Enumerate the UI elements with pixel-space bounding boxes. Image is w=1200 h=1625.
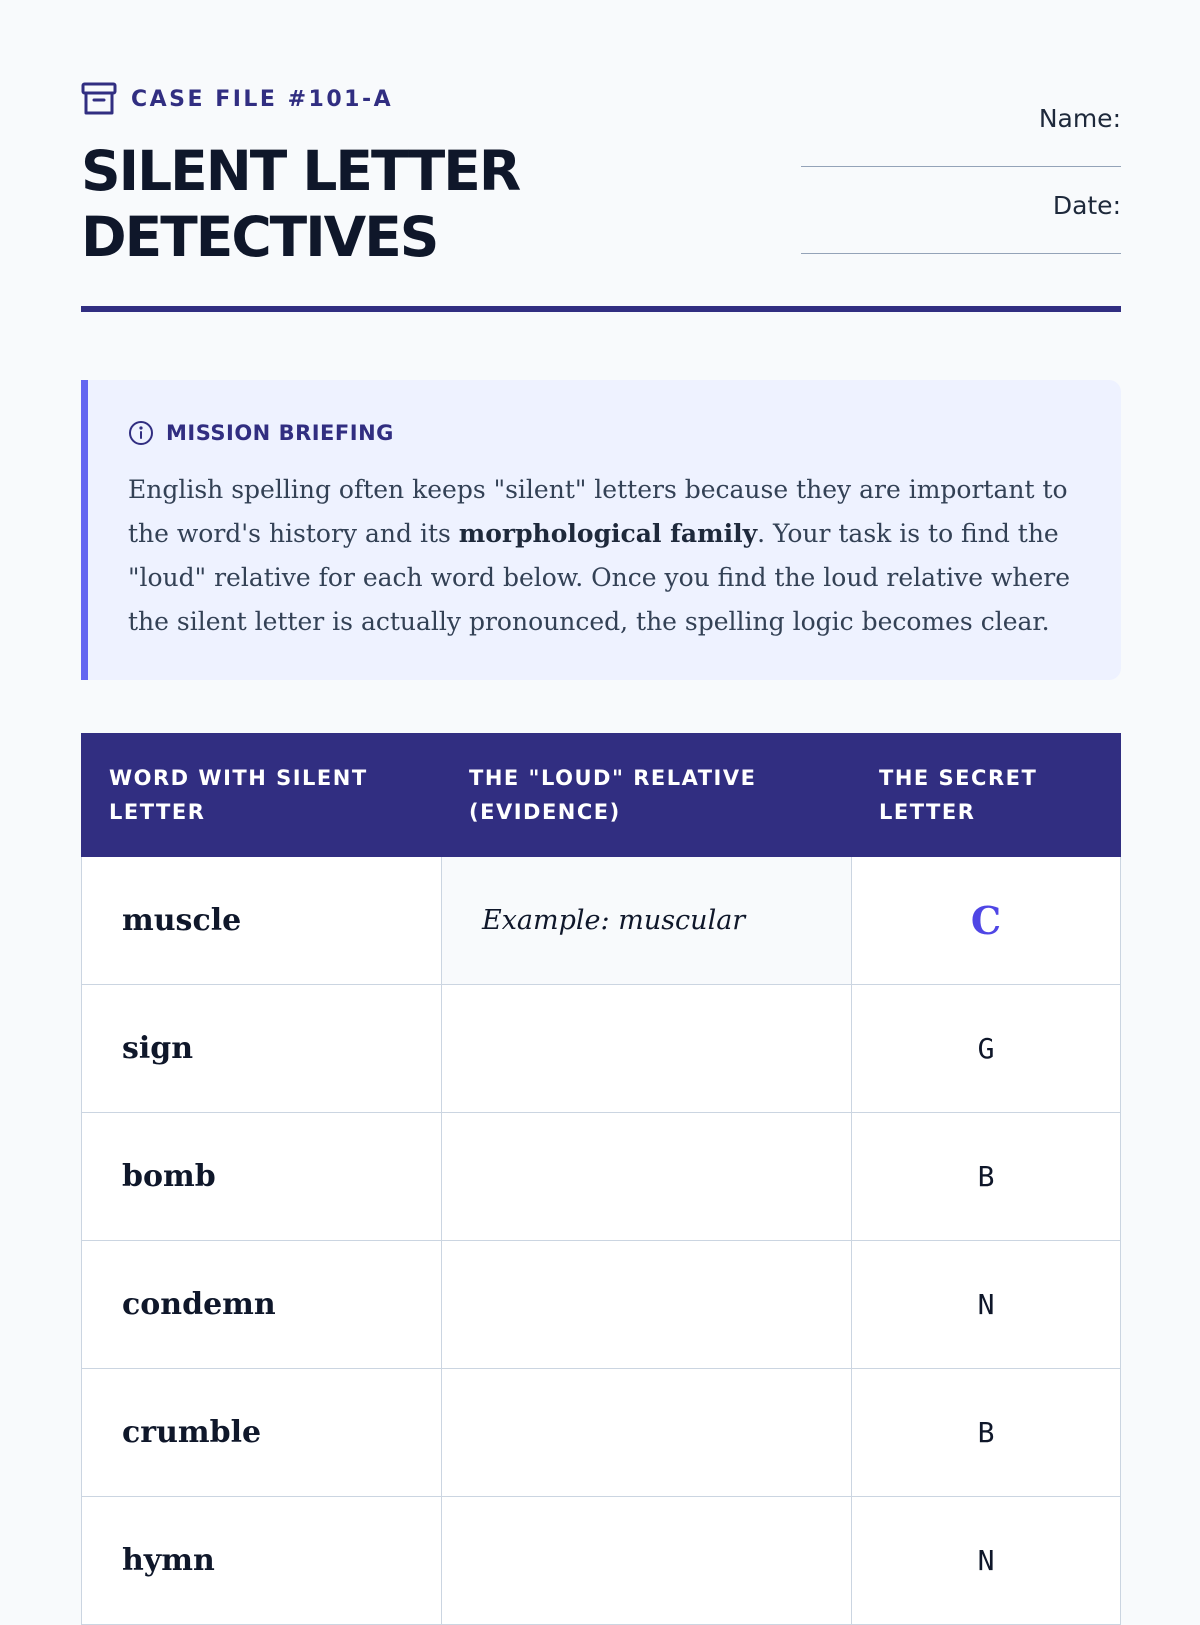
header: [81, 0, 1121, 312]
secret-letter: C: [970, 898, 1002, 943]
column-header-word: WORD WITH SILENT LETTER: [109, 766, 368, 824]
table-row: [81, 1113, 1121, 1241]
evidence-cell[interactable]: [441, 1241, 851, 1369]
archive-box-icon: [81, 82, 117, 116]
word-text: bomb: [122, 1159, 216, 1194]
worksheet: [81, 0, 1121, 1578]
evidence-cell[interactable]: [441, 985, 851, 1113]
word-cell: [81, 857, 441, 985]
table-row: [81, 1241, 1121, 1369]
table-row: [81, 1497, 1121, 1625]
date-line: [801, 253, 1121, 254]
date-field[interactable]: [801, 185, 1121, 272]
secret-letter: B: [977, 1416, 995, 1449]
word-text: condemn: [122, 1287, 276, 1322]
title-line-1: SILENT LETTER: [81, 139, 520, 203]
word-cell: [81, 985, 441, 1113]
briefing-header: [128, 420, 394, 446]
column-header-secret-letter: THE SECRET LETTER: [879, 766, 1038, 824]
secret-letter: N: [977, 1544, 995, 1577]
secret-letter-cell: [851, 1113, 1121, 1241]
word-cell: [81, 1241, 441, 1369]
briefing-title: MISSION BRIEFING: [166, 421, 394, 445]
evidence-cell[interactable]: [441, 1113, 851, 1241]
briefing-text-bold: morphological family: [458, 519, 758, 548]
briefing-text: [128, 468, 1088, 644]
name-field[interactable]: [801, 98, 1121, 185]
student-fields: [801, 98, 1121, 272]
secret-letter-cell: [851, 1497, 1121, 1625]
evidence-cell[interactable]: [441, 1369, 851, 1497]
word-text: crumble: [122, 1415, 262, 1450]
column-header-evidence: THE "LOUD" RELATIVE (EVIDENCE): [469, 766, 757, 824]
secret-letter: B: [977, 1160, 995, 1193]
word-text: sign: [122, 1031, 194, 1066]
table-row: [81, 985, 1121, 1113]
secret-letter: G: [977, 1032, 995, 1065]
secret-letter-cell: [851, 1241, 1121, 1369]
word-cell: [81, 1369, 441, 1497]
date-label: Date:: [1052, 191, 1121, 220]
silent-letter-table: [81, 733, 1121, 1625]
evidence-cell[interactable]: [441, 857, 851, 985]
word-text: muscle: [122, 903, 242, 938]
briefing-text-part-1: English spelling often keeps "silent" letters because they are important to the word's history and its: [128, 475, 1068, 548]
case-file-label: CASE FILE #101-A: [131, 86, 394, 112]
word-text: hymn: [122, 1543, 215, 1578]
table-row: [81, 857, 1121, 985]
word-cell: [81, 1113, 441, 1241]
secret-letter-cell: [851, 857, 1121, 985]
header-divider: [81, 306, 1121, 312]
case-file-row: [81, 82, 393, 116]
table-row: [81, 1369, 1121, 1497]
name-label: Name:: [1038, 104, 1121, 133]
evidence-example: Example: muscular: [482, 905, 746, 936]
word-cell: [81, 1497, 441, 1625]
mission-briefing: [81, 380, 1121, 680]
secret-letter: N: [977, 1288, 995, 1321]
table-header: [81, 733, 1121, 857]
name-line: [801, 166, 1121, 167]
briefing-text-part-2: . Your task is to find the "loud" relative for each word below. Once you find the loud relative where the silent letter is actually pronounced, the spelling logic becomes clear.: [128, 519, 1070, 636]
secret-letter-cell: [851, 1369, 1121, 1497]
title-line-2: DETECTIVES: [81, 205, 438, 269]
info-circle-icon: [128, 420, 154, 446]
evidence-cell[interactable]: [441, 1497, 851, 1625]
secret-letter-cell: [851, 985, 1121, 1113]
page-title: [81, 138, 519, 270]
